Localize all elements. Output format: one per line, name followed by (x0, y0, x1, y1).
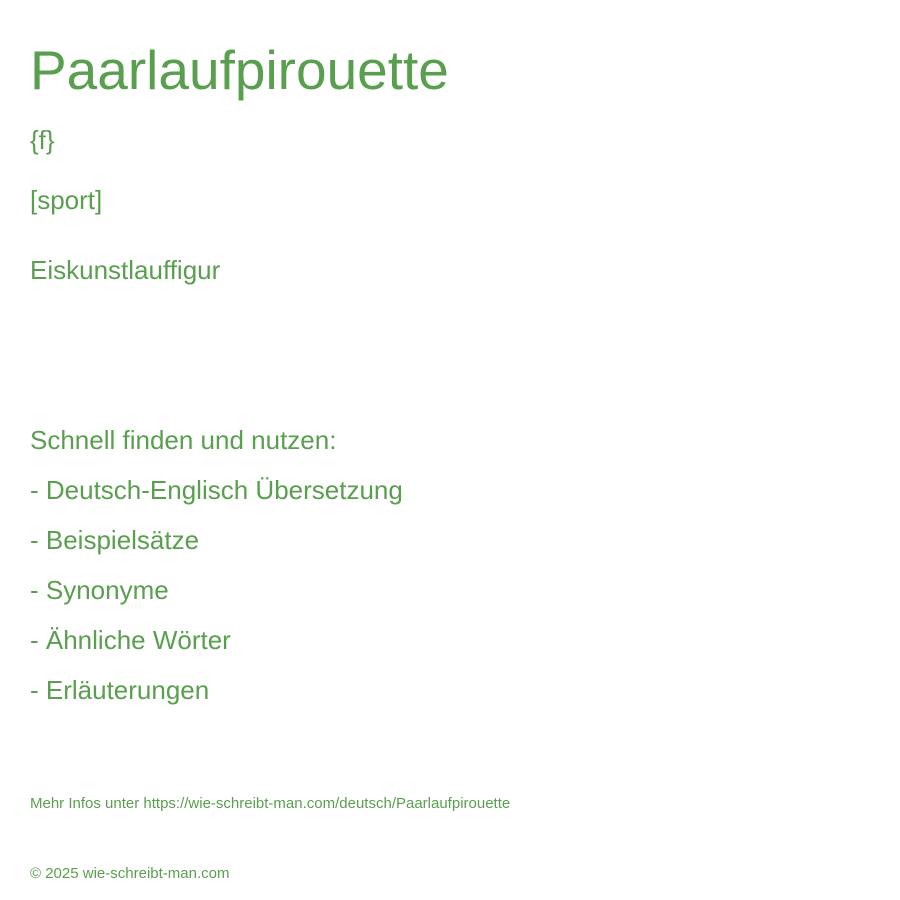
quick-link-example-sentences: - Beispielsätze (30, 525, 200, 555)
quick-link-translation: - Deutsch-Englisch Übersetzung (30, 475, 403, 505)
copyright-footer: © 2025 wie-schreibt-man.com (30, 865, 230, 882)
page-title: Paarlaufpirouette (30, 39, 449, 101)
quick-link-synonyms: - Synonyme (30, 575, 169, 605)
quick-link-similar-words: - Ähnliche Wörter (30, 625, 231, 655)
gender-label: {f} (30, 125, 55, 155)
definition-text: Eiskunstlauffigur (30, 255, 221, 285)
quick-link-explanations: - Erläuterungen (30, 675, 210, 705)
quick-links-list (30, 477, 403, 727)
category-tag: [sport] (30, 185, 103, 215)
more-info-text: Mehr Infos unter https://wie-schreibt-man.com/deutsch/Paarlaufpirouette (30, 795, 511, 812)
quick-links-heading: Schnell finden und nutzen: (30, 425, 337, 455)
